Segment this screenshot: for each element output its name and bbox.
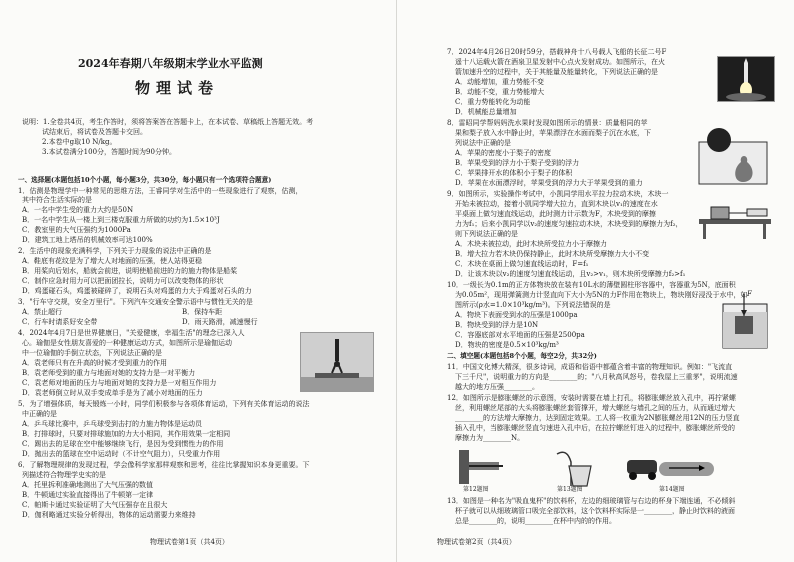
- question-line: 5．为了增强体质，每天锻炼一小时，同学们积极参与各项体育运动，下列有关体育运动的说法: [18, 400, 310, 408]
- fruit-in-water-figure: [695, 114, 771, 186]
- option-line: D．机械能总量增加: [455, 108, 517, 116]
- question-line: 力为f₁；后来小凯同学以v₂的速度匀速拉动木块，木块受到的摩擦力为f₂，: [455, 220, 683, 228]
- question-line: 10．一级长为0.1m的正方体物块放在装有10L水的薄壁圆柱形容器中，容器重为5N，底面积: [447, 281, 736, 289]
- question-line: 果和梨子放入水中静止时，苹果漂浮在水面而梨子沉在水底，下: [455, 129, 651, 137]
- apple-icon: [707, 128, 731, 152]
- question-line: 图所示(ρ水=1.0×10³kg/m³)。下列说法错误的是: [455, 301, 611, 309]
- section-heading: 二、填空题(本题包括8个小题，每空2分，共32分): [447, 352, 597, 360]
- question-line: 开始未被拉动，接着小凯同学增大拉力，直到木块以v₁的速度在水: [455, 200, 658, 208]
- question-line: 中正确的是: [22, 410, 57, 418]
- option-line: B．物块受到的浮力是10N: [455, 321, 539, 329]
- question-line: 则下列说法正确的是: [455, 230, 518, 238]
- option-line: D．鸡蛋碰石头，鸡蛋被碰碎了，说明石头对鸡蛋的力大于鸡蛋对石头的力: [22, 287, 252, 295]
- question-line: 摩擦力为________N。: [455, 434, 525, 442]
- wood-block-icon: [711, 207, 729, 219]
- yoga-figure-icon: [301, 333, 373, 391]
- option-line: A．袁老师只有在升高的时候才受到重力的作用: [22, 359, 168, 367]
- figure-caption: 第12题图: [463, 486, 489, 493]
- option-line: C．苹果排开水的体积小于梨子的体积: [455, 169, 573, 177]
- question-line: 1．估测是物理学中一种常见的思维方法，王睿同学对生活中的一些现象进行了观察，估测，: [18, 187, 303, 195]
- yoga-handstand-photo: [300, 332, 374, 392]
- question-line: 11．中国文化博大精深，很多诗词，成语和俗语中都蕴含着丰富的物理知识。例如："飞流直: [447, 363, 733, 371]
- section-heading: 一、选择题(本题包括10个小题，每小题3分，共30分，每小题只有一个选项符合题意): [18, 176, 272, 184]
- option-line: A．乒乓球比赛中，乒乓球受到击打的力施力物体是运动员: [22, 420, 203, 428]
- option-line: A．托里拆利准确地测出了大气压强的数值: [22, 481, 154, 489]
- note-line: 3.本试卷满分100分，答题时间为90分钟。: [42, 148, 176, 156]
- question-line: 8．雷昭同学帮妈妈洗水果时发现如图所示的情景：质量相同的苹: [447, 119, 648, 127]
- question-line: 平桌面上做匀速直线运动，此时测力计示数为F，木块受到的摩擦: [455, 210, 656, 218]
- question-line: ________的方法增大摩擦力，达到固定效果。工人将一枚重为2N膨胀螺丝用12N的压力竖直: [455, 414, 740, 422]
- note-line: 2.本卷中g取10 N/kg。: [42, 138, 117, 146]
- option-line: A．一名中学生受的重力大约是50N: [22, 206, 134, 214]
- rocket-icon: [718, 57, 774, 101]
- question-line: 箭加速升空的过程中，关于其能量及能量转化，下列说法正确的是: [455, 68, 658, 76]
- note-line: 说明：1.全卷共4页，考生作答时，须将答案答在答题卡上，在本试卷、草稿纸上答题无效。考: [22, 118, 314, 126]
- figure-row: [459, 448, 759, 492]
- option-line: B．牛顿通过实验直接得出了牛顿第一定律: [22, 491, 154, 499]
- rocket-launch-photo: [717, 56, 775, 102]
- option-line: C．容器底部对水平地面的压强是2500pa: [455, 331, 585, 339]
- option-line: A．物块下表面受到水的压强是1000pa: [455, 311, 578, 319]
- question-line: 总是________的，说明________在杯中内的的作用。: [455, 517, 616, 525]
- question-line: 13．如图是一种名为"吸血鬼杯"的饮料杯，左边的细玻璃管与右边的杯身下端连通，不必倾斜: [447, 497, 736, 505]
- question-line: 杯子就可以从细玻璃管口吸完全部饮料，这个饮料杯实际是一________，静止时饮料的液面: [455, 507, 735, 515]
- question-line: 2．生活中的现象充满科学，下列关于力现象的说法中正确的是: [18, 247, 212, 255]
- question-line: 7．2024年4月26日20时59分，搭载神舟十八号载人飞船的长征二号F: [447, 48, 667, 56]
- option-line: C．木块在桌面上做匀速直线运动时，F=f₁: [455, 260, 589, 268]
- option-line: B．增大拉力若木块仍保持静止，此时木块所受摩擦力大小不变: [455, 250, 650, 258]
- option-line: C．教室里的大气压强约为1000Pa: [22, 226, 131, 234]
- option-line: D．建筑工地上塔吊的机械效率可达100%: [22, 236, 153, 244]
- expansion-bolt-icon: [459, 450, 503, 484]
- question-line: 9．如图所示，实验操作考试中，小凯同学用水平拉力拉动木块，木块一: [447, 190, 669, 198]
- option-line: C．制作应急时用力可以把面团拉长，说明力可以改变物体的形状: [22, 277, 224, 285]
- exam-page-2: [397, 0, 794, 562]
- question-line: 心。瑜伽是女性朋友喜爱的一种健康运动方式，如图所示是瑜伽运动: [22, 339, 232, 347]
- option-line: D．苹果在水面漂浮时，苹果受到的浮力大于苹果受到的重力: [455, 179, 643, 187]
- option-line: A．动能增加，重力势能不变: [455, 78, 545, 86]
- page-footer: 物理试卷第2页（共4页）: [437, 538, 516, 546]
- option-line: B．苹果受到的浮力小于梨子受到的浮力: [455, 159, 580, 167]
- note-line: 试结束后，将试卷及答题卡交回。: [42, 128, 147, 136]
- cube-in-container-figure: [719, 290, 773, 350]
- question-line: 插入孔中，当膨胀螺丝竖直匀速进入孔中后，在拉拧螺丝钉进入的过程中，膨胀螺丝所受的: [455, 424, 735, 432]
- question-line: 下三千尺"，说明重力的方向是________的；"八月秋高风怒号，卷我屋上三重茅"，说明流速: [455, 373, 738, 381]
- option-line: D．袁老师倒立时从双手变成单手是为了减小对地面的压力: [22, 389, 203, 397]
- question-line: 丝，利用螺丝尾部的大头将膨胀螺丝套管撑开，增大螺丝与墙孔之间的压力，从而通过增大: [455, 404, 735, 412]
- option-line: A．木块未被拉动，此时木块所受拉力小于摩擦力: [455, 240, 608, 248]
- option-line: B．动能不变，重力势能增大: [455, 88, 545, 96]
- question-line: 6．了解物理规律的发现过程，学会像科学家那样观察和思考，往往比掌握知识本身更重要。下: [18, 461, 310, 469]
- question-line: 列描述符合物理学史实的是: [22, 471, 106, 479]
- block-on-table-figure: [697, 193, 773, 241]
- spring-scale-icon: [747, 209, 767, 216]
- question-line: 遥十八运载火箭在酒泉卫星发射中心点火发射成功。如图所示，在火: [455, 58, 665, 66]
- exam-header: 2024年春期八年级期末学业水平监测: [78, 57, 263, 70]
- option-line: C．重力势能转化为动能: [455, 98, 531, 106]
- option-line: B．保持车距: [182, 308, 223, 316]
- cube-icon: [735, 316, 753, 334]
- car-icon: [627, 460, 714, 480]
- exam-title: 物理试卷: [135, 79, 220, 97]
- question-line: 越大的地方压强________。: [455, 383, 539, 391]
- option-line: A．鞋底有花纹是为了增大人对地面的压强，使人站得更稳: [22, 257, 203, 265]
- option-line: B．一名中学生从一楼上到三楼克服重力所做的功约为1.5×10³J: [22, 216, 220, 224]
- option-line: D．抛出去的篮球在空中运动时（不计空气阻力），只受重力作用: [22, 450, 221, 458]
- page-footer: 物理试卷第1页（共4页）: [150, 538, 229, 546]
- option-line: D．让该木块以v₂的速度匀速直线运动，且v₂>v₁，则木块所受摩擦力f₂>f₁: [455, 270, 686, 278]
- figure-caption: 第13题图: [557, 486, 583, 493]
- question-line: 其中符合生活实际的是: [22, 196, 92, 204]
- option-line: C．帕斯卡通过实验证明了大气压强存在且很大: [22, 501, 168, 509]
- question-line: 中一位瑜伽的手倒立状态，下列说法正确的是: [22, 349, 162, 357]
- question-line: 12．如图所示是膨胀螺丝的示意图，安装时需要在墙上打孔，将膨胀螺丝放入孔中，再拧紧螺: [447, 394, 736, 402]
- question-line: 为0.05m²，现用弹簧测力计竖直向下大小为5N的力F作用在物块上，物块刚好浸没于水中，如: [455, 291, 748, 299]
- option-line: D．物块的密度是0.5×10³kg/m³: [455, 341, 559, 349]
- option-line: C．踢出去的足球在空中能够继续飞行，是因为受到惯性力的作用: [22, 440, 224, 448]
- option-line: C．行车时请系好安全带: [22, 318, 98, 326]
- option-line: B．打排球时，只要对排球施加的力大小相同，其作用效果一定相同: [22, 430, 231, 438]
- option-line: A．禁止超行: [22, 308, 63, 316]
- vampire-cup-icon: [557, 452, 591, 486]
- option-line: B．袁老师受到的重力与地面对她的支持力是一对平衡力: [22, 369, 196, 377]
- option-line: C．袁老师对地面的压力与地面对她的支持力是一对相互作用力: [22, 379, 217, 387]
- option-line: D．雨天路滑，减速慢行: [182, 318, 258, 326]
- figure-caption: 第14题图: [659, 486, 685, 493]
- force-label: F: [747, 290, 752, 298]
- question-line: 列说法中正确的是: [455, 139, 511, 147]
- question-line: 3．"行车守交规，安全万里行"。下列汽车交通安全警示语中与惯性无关的是: [18, 298, 253, 306]
- question-line: 4．2024年4月7日是世界健康日，"关爱健康，幸福生活"的理念已深入人: [18, 329, 245, 337]
- option-line: D．伽利略通过实验分析得出，物体的运动需要力来维持: [22, 511, 196, 519]
- option-line: A．苹果的密度小于梨子的密度: [455, 149, 552, 157]
- option-line: B．用桨向后划水，船就会前进，说明使船前进的力的施力物体是船桨: [22, 267, 238, 275]
